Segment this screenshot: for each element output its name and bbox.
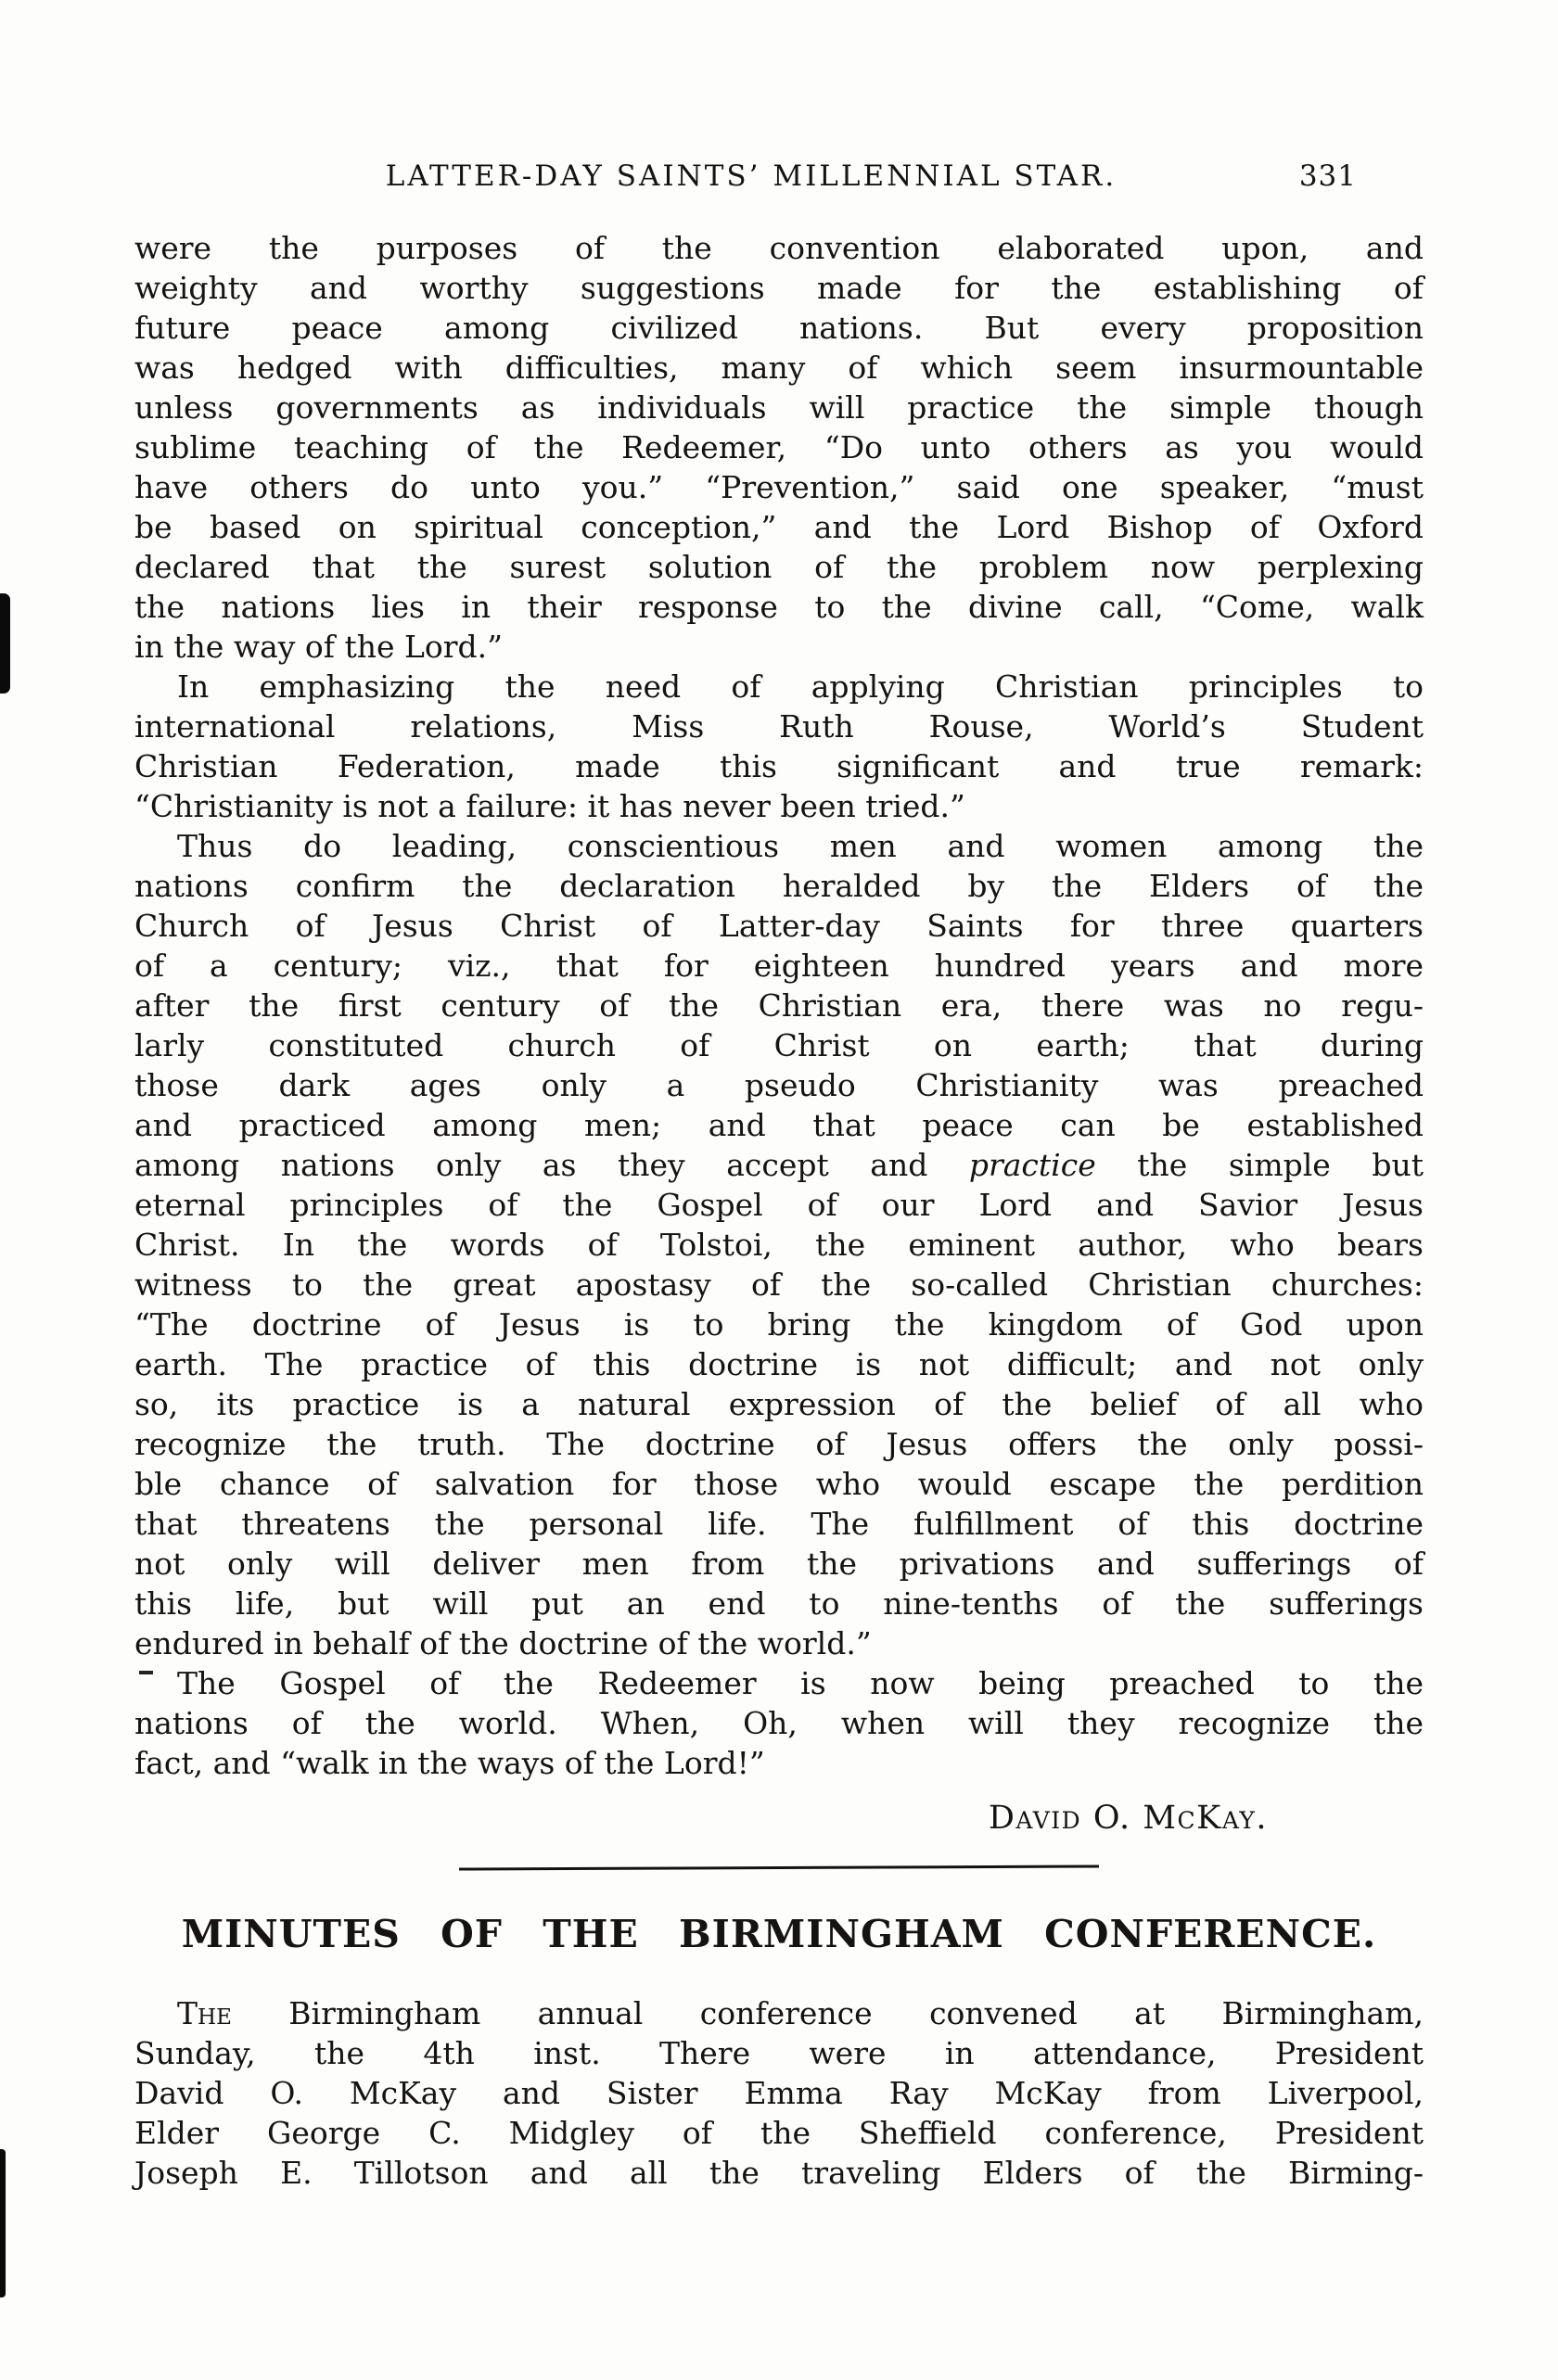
text-line: of a century; viz., that for eighteen hundred years and more (134, 948, 1424, 984)
text-line: The Gospel of the Redeemer is now being preached to the (177, 1665, 1424, 1701)
paragraph (134, 1993, 1424, 2193)
text-line: international relations, Miss Ruth Rouse, World’s Student (134, 708, 1424, 745)
text-line: nations of the world. When, Oh, when will they recognize the (134, 1705, 1424, 1741)
text-line: “The doctrine of Jesus is to bring the kingdom of God upon (134, 1306, 1424, 1343)
page-number: 331 (1298, 159, 1357, 193)
text-line: this life, but will put an end to nine-tenths of the sufferings (134, 1585, 1424, 1622)
scan-artifact (0, 593, 10, 694)
text-line: Christ. In the words of Tolstoi, the eminent author, who bears (134, 1227, 1424, 1263)
text-line: In emphasizing the need of applying Christian principles to (177, 668, 1424, 705)
text-line: “Christianity is not a failure: it has never been tried.” (134, 788, 965, 824)
page-header (134, 159, 1424, 200)
paragraph (134, 1663, 1424, 1783)
scan-artifact (0, 2149, 6, 2297)
text-line: Sunday, the 4th inst. There were in attendance, President (134, 2035, 1424, 2071)
text-line: ble chance of salvation for those who would escape the perdition (134, 1466, 1424, 1502)
text-line: and practiced among men; and that peace can be established (134, 1107, 1424, 1143)
text-line: Thus do leading, conscientious men and women among the (177, 828, 1424, 864)
text-line: future peace among civilized nations. But every proposition (134, 310, 1424, 346)
text-line: in the way of the Lord.” (134, 629, 504, 665)
text-line: David O. McKay and Sister Emma Ray McKay from Liverpool, (134, 2075, 1424, 2111)
text-line: eternal principles of the Gospel of our Lord and Savior Jesus (134, 1187, 1424, 1223)
text-line: after the first century of the Christian era, there was no regu- (134, 987, 1424, 1024)
text-line: witness to the great apostasy of the so-called Christian churches: (134, 1266, 1424, 1303)
article-continuation-text (134, 228, 1424, 1783)
section-heading: MINUTES OF THE BIRMINGHAM CONFERENCE. (181, 1912, 1377, 1956)
text-line: fact, and “walk in the ways of the Lord!” (134, 1745, 765, 1781)
text-line: Joseph E. Tillotson and all the traveling Elders of the Birming- (134, 2155, 1424, 2191)
text-line: larly constituted church of Christ on earth; that during (134, 1027, 1424, 1063)
text-line: earth. The practice of this doctrine is not difficult; and not only (134, 1346, 1424, 1382)
author-signature: David O. McKay. (988, 1800, 1268, 1837)
text-line: be based on spiritual conception,” and the Lord Bishop of Oxford (134, 509, 1424, 545)
section-divider (459, 1865, 1099, 1870)
text-line: Christian Federation, made this significant and true remark: (134, 748, 1424, 784)
text-line: declared that the surest solution of the problem now perplexing (134, 549, 1424, 585)
text-line: unless governments as individuals will practice the simple though (134, 389, 1424, 426)
text-line: sublime teaching of the Redeemer, “Do unto others as you would (134, 429, 1424, 465)
text-line: were the purposes of the convention elaborated upon, and (134, 230, 1424, 266)
text-line: Church of Jesus Christ of Latter-day Saints for three quarters (134, 908, 1424, 944)
text-line: weighty and worthy suggestions made for the establishing of (134, 270, 1424, 306)
text-line: have others do unto you.” “Prevention,” said one speaker, “must (134, 469, 1424, 505)
conference-minutes-text (134, 1993, 1424, 2193)
text-line: Elder George C. Midgley of the Sheffield conference, President (134, 2115, 1424, 2151)
paragraph (134, 826, 1424, 1663)
text-line: those dark ages only a pseudo Christianity was preached (134, 1067, 1424, 1103)
text-line: was hedged with difficulties, many of which seem insurmountable (134, 350, 1424, 386)
text-line: nations confirm the declaration heralded by the Elders of the (134, 868, 1424, 904)
text-line: The Birmingham annual conference convened at Birmingham, (177, 1995, 1424, 2031)
text-line: not only will deliver men from the privations and sufferings of (134, 1546, 1424, 1582)
paragraph (134, 228, 1424, 667)
text-line: among nations only as they accept and practice the simple but (134, 1147, 1424, 1183)
text-line: so, its practice is a natural expression of the belief of all who (134, 1386, 1424, 1422)
paragraph (134, 667, 1424, 826)
text-line: endured in behalf of the doctrine of the world.” (134, 1625, 872, 1661)
journal-title: LATTER-DAY SAINTS’ MILLENNIAL STAR. (385, 159, 1117, 193)
text-column (134, 159, 1424, 2193)
text-line: the nations lies in their response to the divine call, “Come, walk (134, 589, 1424, 625)
text-line: recognize the truth. The doctrine of Jesus offers the only possi- (134, 1426, 1424, 1462)
text-line: that threatens the personal life. The fulfillment of this doctrine (134, 1506, 1424, 1542)
